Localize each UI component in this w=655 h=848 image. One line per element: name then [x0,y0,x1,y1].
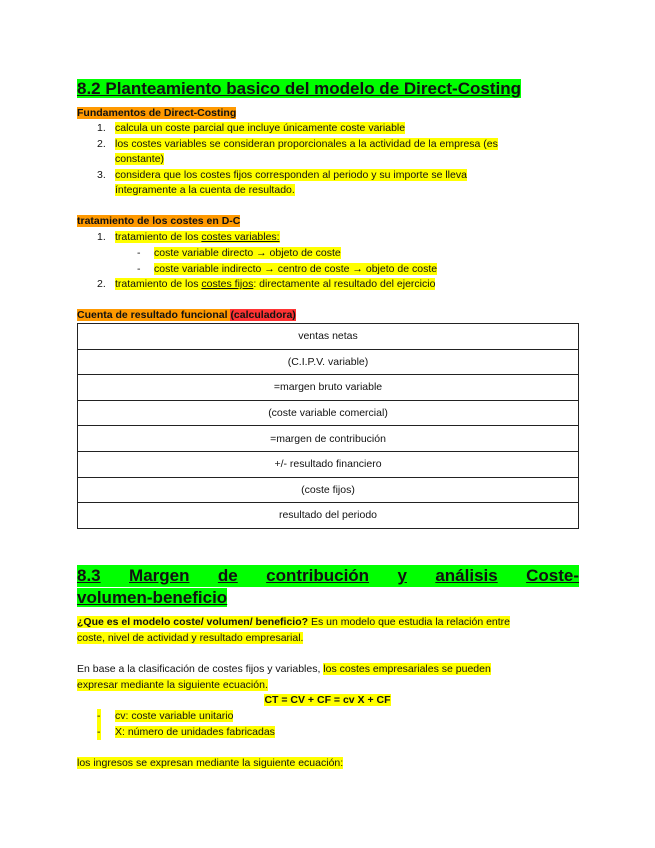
list-item: - coste variable directo → objeto de coste [137,247,341,259]
tratamiento-list [77,230,575,246]
list-item: 3. considera que los costes fijos corresponden al periodo y su importe se lleva íntegramente a la cuenta de resultado. [97,168,467,196]
tratamiento-heading: tratamiento de los costes en D-C [77,215,241,227]
fundamentos-list [77,121,575,199]
ingresos-paragraph: los ingresos se expresan mediante la siguiente ecuación: [77,757,344,769]
tratamiento-sublist [77,246,614,277]
table-row: =margen bruto variable [78,375,579,401]
cvb-question-paragraph: ¿Que es el modelo coste/ volumen/ beneficio? Es un modelo que estudia la relación entre coste, nivel de actividad y resultado empresarial. [77,616,511,644]
table-row: (coste fijos) [78,477,579,503]
table-row: =margen de contribución [78,426,579,452]
definitions-list [77,709,575,740]
table-row: ventas netas [78,324,579,350]
cuenta-heading: Cuenta de resultado funcional (calculadora) [77,309,296,321]
table-row: (coste variable comercial) [78,400,579,426]
list-item: 2. tratamiento de los costes fijos: directamente al resultado del ejercicio [97,278,436,290]
ecuacion-paragraph: En base a la clasificación de costes fijos y variables, los costes empresariales se pueden expresar mediante la siguiente ecuación. [77,663,491,691]
table-row: resultado del periodo [78,503,579,529]
section-title-8-2: 8.2 Planteamiento basico del modelo de Direct-Costing [77,79,521,98]
fundamentos-heading: Fundamentos de Direct-Costing [77,107,237,119]
table-row: +/- resultado financiero [78,451,579,477]
section-title-8-3: 8.3 Margen de contribución y análisis Coste- volumen-beneficio [77,566,579,607]
list-item: 2. los costes variables se consideran proporcionales a la actividad de la empresa (es constante) [97,137,498,165]
table-row: (C.I.P.V. variable) [78,349,579,375]
costes-variables-link: costes variables: [201,231,280,243]
list-item: 1. calcula un coste parcial que incluye únicamente coste variable [97,122,406,134]
costes-fijos-link: costes fijos [201,278,254,290]
list-item: 1. tratamiento de los costes variables: [97,231,280,243]
cuenta-resultado-table [77,323,579,529]
list-item: - cv: coste variable unitario [77,709,575,725]
list-item: - X: número de unidades fabricadas [77,725,575,741]
tratamiento-list-2 [77,277,575,293]
cost-equation: CT = CV + CF = cv X + CF [264,694,391,706]
list-item: - coste variable indirecto → centro de coste → objeto de coste [137,262,438,275]
